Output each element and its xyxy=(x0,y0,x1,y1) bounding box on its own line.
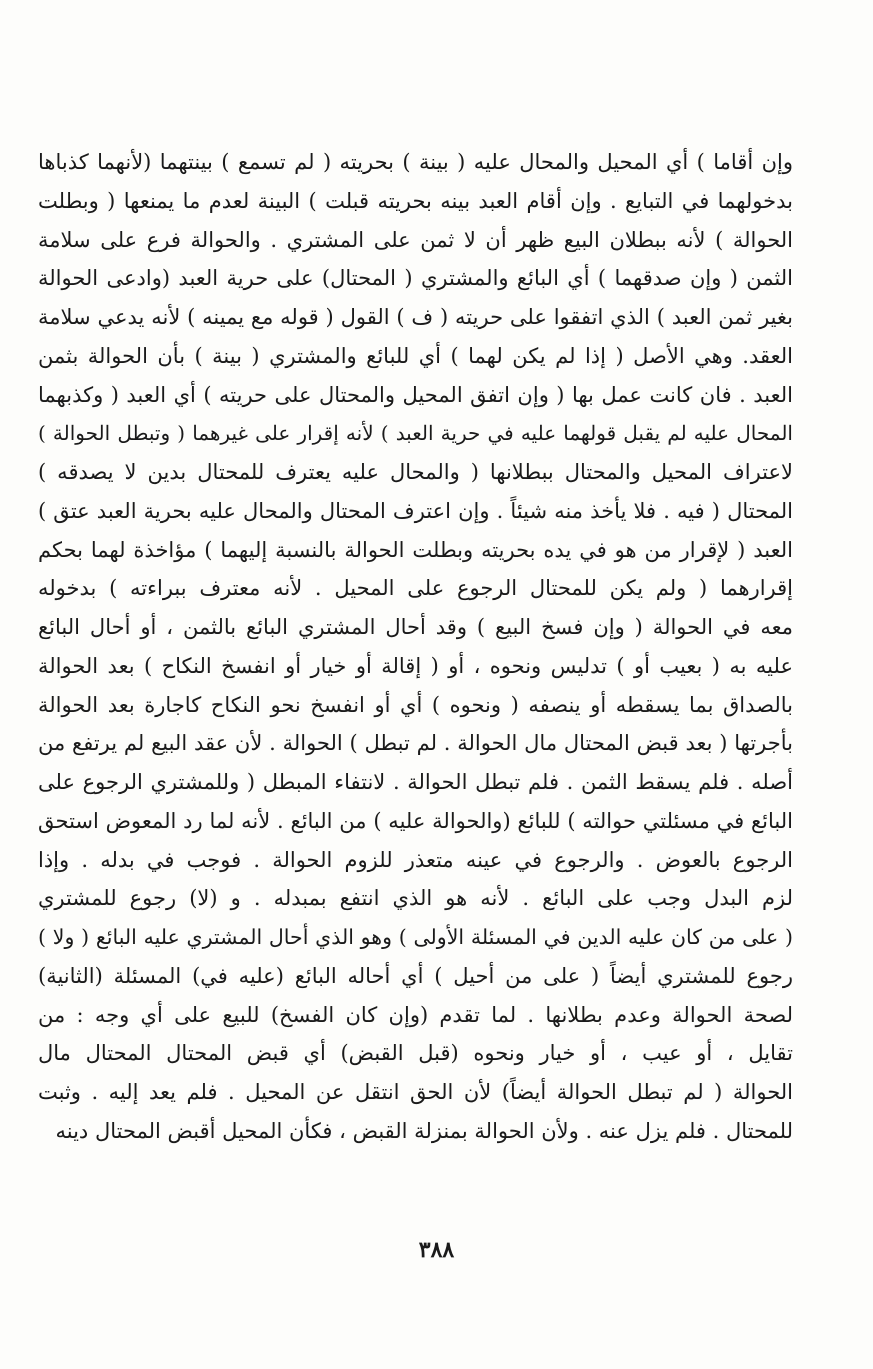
text-line: بأجرتها ( بعد قبض المحتال مال الحوالة . لم تبطل ) الحوالة . لأن عقد البيع لم يرتفع من xyxy=(38,731,793,756)
text-line: الرجوع بالعوض . والرجوع في عينه متعذر للزوم الحوالة . فوجب في بدله . وإذا xyxy=(38,847,793,872)
text-line: العقد. وهي الأصل ( إذا لم يكن لهما ) أي للبائع والمشتري ( بينة ) بأن الحوالة بثمن xyxy=(38,343,793,368)
text-line: بالصداق بما يسقطه أو ينصفه ( ونحوه ) أي أو انفسخ نحو النكاح كاجارة بعد الحوالة xyxy=(38,692,793,717)
text-line: العبد . فان كانت عمل بها ( وإن اتفق المحيل والمحتال على حريته ) أي العبد ( وكذبهما xyxy=(38,382,793,407)
text-line: ( على من كان عليه الدين في المسئلة الأولى ) وهو الذي أحال المشتري عليه البائع ( ولا ) xyxy=(38,925,793,949)
text-line: الثمن ( وإن صدقهما ) أي البائع والمشتري ( المحتال) على حرية العبد (وادعى الحوالة xyxy=(38,266,793,291)
text-line: البائع في مسئلتي حوالته ) للبائع (والحوالة عليه ) من البائع . لأنه لما رد المعوض استحق xyxy=(38,808,793,833)
text-line: أصله . فلم يسقط الثمن . فلم تبطل الحوالة . لانتفاء المبطل ( وللمشتري الرجوع على xyxy=(38,770,793,794)
text-line: تقايل ، أو عيب ، أو خيار ونحوه (قبل القبض) أي قبض المحتال المحتال مال xyxy=(38,1041,793,1066)
page-number: ٣٨٨ xyxy=(418,1237,455,1263)
text-line: الحوالة ( لم تبطل الحوالة أيضاً) لأن الحق انتقل عن المحيل . فلم يعد إليه . وثبت xyxy=(38,1080,793,1104)
text-line: عليه به ( بعيب أو ) تدليس ونحوه ، أو ( إقالة أو خيار أو انفسخ النكاح ) بعد الحوالة xyxy=(38,653,793,678)
text-line: وإن أقاما ) أي المحيل والمحال عليه ( بينة ) بحريته ( لم تسمع ) بينتهما (لأنهما كذباها xyxy=(38,150,793,174)
text-line: العبد ( لإقرار من هو في يده بحريته وبطلت الحوالة بالنسبة إليهما ) مؤاخذة لهما بحكم xyxy=(38,537,793,562)
text-line: لزم البدل وجب على البائع . لأنه هو الذي انتفع بمبدله . و (لا) رجوع للمشتري xyxy=(38,886,793,911)
text-line: المحال عليه لم يقبل قولهما عليه في حرية العبد ) لأنه إقرار على غيرهما ( وتبطل الحوالة ) xyxy=(38,421,793,446)
body-text xyxy=(38,143,793,1151)
text-line: الحوالة ) لأنه ببطلان البيع ظهر أن لا ثمن على المشتري . والحوالة فرع على سلامة xyxy=(38,227,793,252)
text-line: رجوع للمشتري أيضاً ( على من أحيل ) أي أحاله البائع (عليه في) المسئلة (الثانية) xyxy=(38,963,793,988)
text-line: معه في الحوالة ( وإن فسخ البيع ) وقد أحال المشتري البائع بالثمن ، أو أحال البائع xyxy=(38,615,793,639)
text-line: إقرارهما ( ولم يكن للمحتال الرجوع على المحيل . لأنه معترف ببراءته ) بدخوله xyxy=(38,576,793,601)
text-line: بدخولهما في التبايع . وإن أقام العبد بينه بحريته قبلت ) البينة لعدم ما يمنعها ( وبطلت xyxy=(38,188,793,213)
text-line: المحتال ( فيه . فلا يأخذ منه شيئاً . وإن اعترف المحتال والمحال عليه بحرية العبد عتق ) xyxy=(38,498,793,523)
text-line: لاعتراف المحيل والمحتال ببطلانها ( والمحال عليه يعترف للمحتال بدين لا يصدقه ) xyxy=(38,460,793,484)
text-line: للمحتال . فلم يزل عنه . ولأن الحوالة بمنزلة القبض ، فكأن المحيل أقبض المحتال دينه xyxy=(55,1118,793,1143)
text-line: بغير ثمن العبد ) الذي اتفقوا على حريته ( ف ) القول ( قوله مع يمينه ) لأنه يدعي سلامة xyxy=(38,305,793,329)
text-line: لصحة الحوالة وعدم بطلانها . لما تقدم (وإن كان الفسخ) للبيع على أي وجه : من xyxy=(38,1002,793,1027)
